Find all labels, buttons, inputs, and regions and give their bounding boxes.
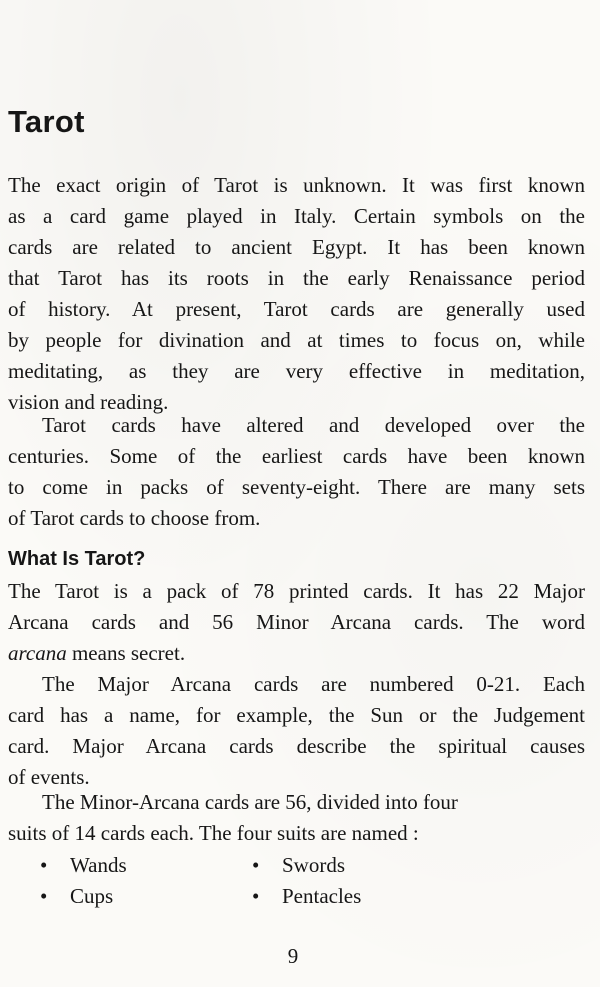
suit-item-wands — [40, 850, 252, 881]
intro-paragraph — [8, 170, 585, 418]
suit-item-swords — [252, 850, 452, 881]
text-line: that Tarot has its roots in the early Renaissance period — [8, 266, 585, 290]
suit-item-pentacles — [252, 881, 452, 912]
text-line: of Tarot cards to choose from. — [8, 506, 261, 530]
bullet-icon: • — [40, 853, 48, 877]
text-line: centuries. Some of the earliest cards have been known — [8, 444, 585, 468]
text-line: by people for divination and at times to focus on, while — [8, 328, 585, 352]
suit-label: Wands — [70, 853, 127, 877]
suit-label: Pentacles — [282, 884, 362, 908]
major-arcana-paragraph — [8, 669, 585, 793]
arcana-definition: means secret. — [66, 641, 186, 665]
minor-arcana-paragraph — [8, 787, 585, 849]
page-title: Tarot — [8, 104, 85, 139]
text-line: Arcana cards and 56 Minor Arcana cards. The word — [8, 610, 585, 634]
text-line: to come in packs of seventy-eight. There are many sets — [8, 475, 585, 499]
bullet-icon: • — [252, 884, 260, 908]
text-line: card has a name, for example, the Sun or the Judgement — [8, 703, 585, 727]
text-line: suits of 14 cards each. The four suits are named : — [8, 821, 419, 845]
text-line: The exact origin of Tarot is unknown. It was first known — [8, 173, 585, 197]
suit-label: Swords — [282, 853, 346, 877]
text-line: Tarot cards have altered and developed over the — [42, 413, 585, 437]
text-line: The Major Arcana cards are numbered 0-21. Each — [42, 672, 585, 696]
page-number: 9 — [287, 944, 299, 968]
history-paragraph — [8, 410, 585, 534]
suit-label: Cups — [70, 884, 114, 908]
section-heading: What Is Tarot? — [8, 548, 146, 570]
text-line: as a card game played in Italy. Certain symbols on the — [8, 204, 585, 228]
text-line: The Minor-Arcana cards are 56, divided into four — [42, 790, 458, 814]
suits-list — [40, 850, 460, 912]
text-line: card. Major Arcana cards describe the spiritual causes — [8, 734, 585, 758]
text-line: meditating, as they are very effective in meditation, — [8, 359, 585, 383]
text-line: vision and reading. — [8, 390, 169, 414]
text-line: cards are related to ancient Egypt. It has been known — [8, 235, 585, 259]
text-line: of history. At present, Tarot cards are generally used — [8, 297, 585, 321]
arcana-italic-word: arcana — [8, 641, 67, 665]
text-line: The Tarot is a pack of 78 printed cards. It has 22 Major — [8, 579, 585, 603]
show-through-text — [18, 0, 578, 93]
text-line: of events. — [8, 765, 90, 789]
text-line — [8, 638, 585, 669]
suit-item-cups — [40, 881, 252, 912]
what-is-paragraph — [8, 576, 585, 669]
bullet-icon: • — [40, 884, 48, 908]
bullet-icon: • — [252, 853, 260, 877]
